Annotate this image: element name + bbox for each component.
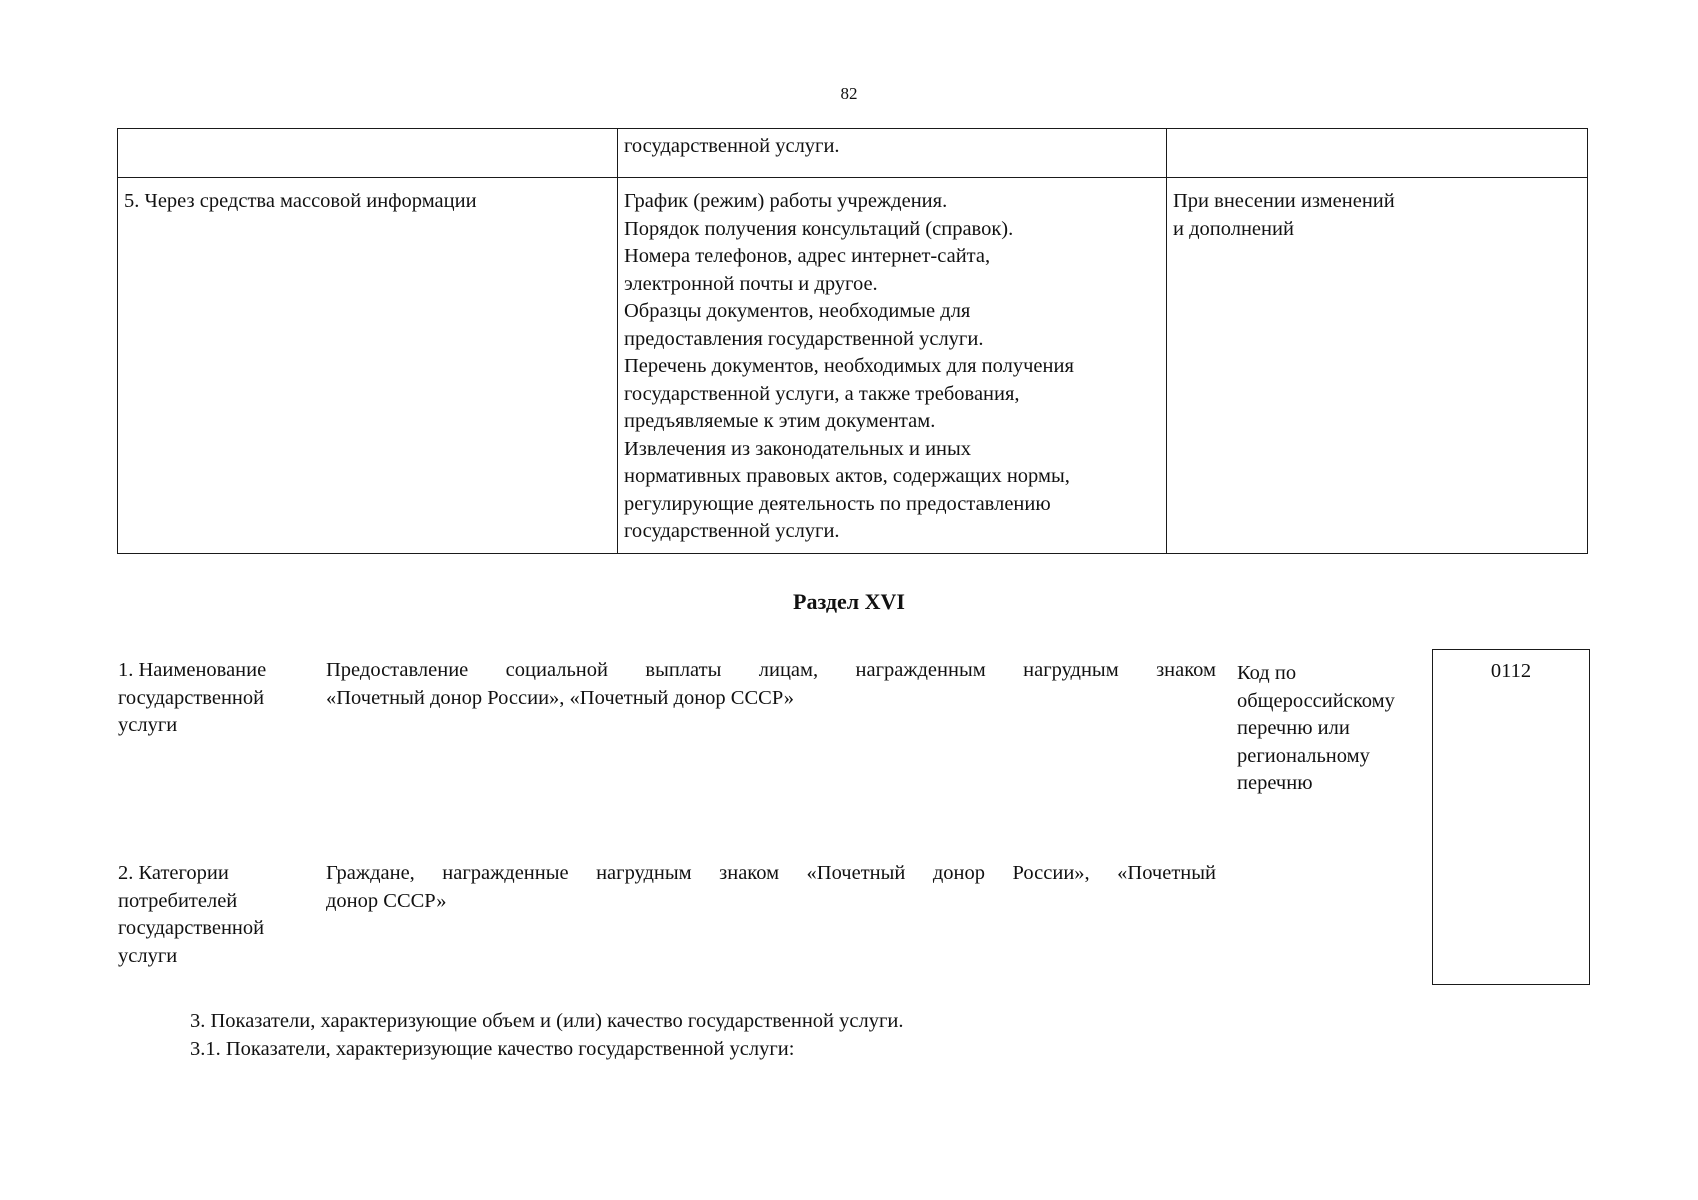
- table-row: [118, 129, 1588, 178]
- content-line: государственной услуги.: [624, 520, 840, 542]
- frequency-cell: [1167, 129, 1588, 178]
- indicators-heading: 3. Показатели, характеризующие объем и (или) качество государственной услуги.: [190, 1010, 904, 1032]
- content-line: регулирующие деятельность по предоставлению: [624, 492, 1051, 515]
- code-label: Код по общероссийскому перечню или региональному перечню: [1237, 662, 1395, 794]
- method-cell: [118, 178, 618, 554]
- content-line: нормативных правовых актов, содержащих нормы,: [624, 465, 1070, 487]
- code-box: [1432, 649, 1590, 985]
- consumers-label: 2. Категории потребителей государственной услуги: [118, 862, 265, 967]
- consumers-value: Граждане, награжденные нагрудным знаком «Почетный донор России», «Почетный донор СССР»: [326, 862, 1216, 912]
- content-line: государственной услуги.: [624, 135, 840, 157]
- service-name-value: Предоставление социальной выплаты лицам, награжденным нагрудным знаком «Почетный донор России», «Почетный донор СССР»: [326, 659, 1216, 709]
- code-value: 0112: [1490, 660, 1532, 682]
- content-cell: [618, 129, 1167, 178]
- content-cell: [618, 178, 1167, 554]
- service-name-label: 1. Наименование государственной услуги: [118, 659, 267, 736]
- content-line: предъявляемые к этим документам.: [624, 410, 936, 432]
- section-title: Раздел XVI: [793, 589, 905, 614]
- page-number: 82: [840, 84, 858, 103]
- method-cell: [118, 129, 618, 178]
- table-row: [118, 178, 1588, 554]
- info-table: [117, 128, 1588, 554]
- content-line: электронной почты и другое.: [624, 272, 878, 295]
- content-line: График (режим) работы учреждения.: [624, 190, 948, 212]
- content-line: предоставления государственной услуги.: [624, 327, 984, 350]
- content-line: Порядок получения консультаций (справок).: [624, 217, 1014, 240]
- frequency-line: При внесении изменений: [1173, 190, 1395, 212]
- content-line: Образцы документов, необходимые для: [624, 300, 971, 322]
- frequency-cell: [1167, 178, 1588, 554]
- content-line: государственной услуги, а также требования,: [624, 382, 1020, 405]
- frequency-line: и дополнений: [1173, 217, 1294, 240]
- content-line: Номера телефонов, адрес интернет-сайта,: [624, 245, 991, 267]
- content-line: Перечень документов, необходимых для получения: [624, 355, 1074, 377]
- quality-indicators-heading: 3.1. Показатели, характеризующие качество государственной услуги:: [190, 1038, 795, 1060]
- method-line: 5. Через средства массовой информации: [124, 190, 477, 212]
- content-line: Извлечения из законодательных и иных: [624, 437, 972, 460]
